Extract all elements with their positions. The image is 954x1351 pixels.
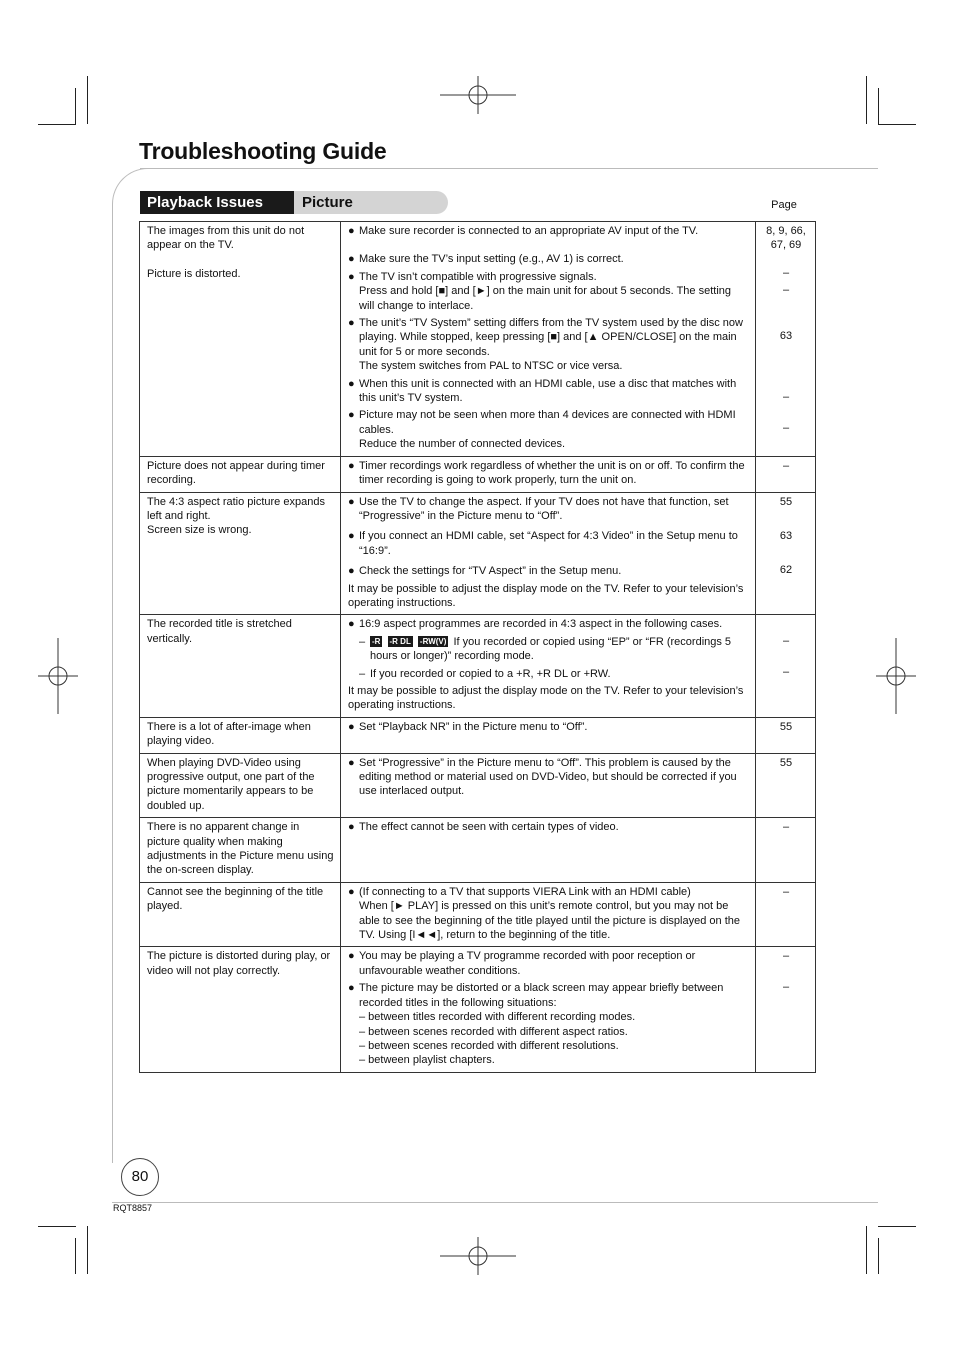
remedy-item	[348, 617, 749, 631]
remedy-cell	[341, 753, 756, 818]
note-text: It may be possible to adjust the display mode on the TV. Refer to your television’s operating instructions.	[348, 684, 744, 712]
remedy-text: The system switches from PAL to NTSC or vice versa.	[359, 360, 623, 373]
table-row	[140, 615, 816, 717]
page-title: Troubleshooting Guide	[139, 138, 387, 164]
case-text: If you recorded or copied to a +R, +R DL or +RW.	[370, 667, 611, 680]
page-ref: –	[782, 391, 790, 403]
registration-mark-icon	[38, 638, 78, 714]
crop-mark	[87, 76, 88, 124]
remedy-text: The effect cannot be seen with certain types of video.	[359, 821, 619, 834]
remedy-text: If you connect an HDMI cable, set “Aspect for 4:3 Video” in the Setup menu to “16:9”.	[359, 530, 738, 557]
bullet-icon: ●	[348, 982, 355, 995]
crop-mark	[878, 1238, 879, 1274]
table-row	[140, 753, 816, 818]
symptom-text: The images from this unit do not appear on the TV.	[147, 225, 305, 252]
section-header	[140, 191, 448, 214]
bullet-icon: ●	[348, 377, 355, 390]
remedy-text: The TV isn’t compatible with progressive signals.	[359, 270, 597, 283]
remedy-text: 16:9 aspect programmes are recorded in 4:3 aspect in the following cases.	[359, 618, 723, 631]
remedy-text: – between playlist chapters.	[359, 1054, 495, 1067]
crop-mark	[866, 1226, 867, 1274]
crop-mark	[866, 76, 867, 124]
symptom-cell	[140, 615, 341, 717]
table-row	[140, 222, 816, 457]
bullet-icon: ●	[348, 950, 355, 963]
disc-tag: -R DL	[389, 636, 411, 646]
symptom-text: There is a lot of after-image when playing video.	[147, 720, 311, 748]
symptom-cell	[140, 456, 341, 492]
remedy-item	[348, 981, 749, 1067]
dash-marker: –	[359, 667, 366, 680]
table-row	[140, 818, 816, 883]
bullet-icon: ●	[348, 618, 355, 631]
page-ref: –	[782, 284, 790, 296]
crop-mark	[878, 1226, 916, 1227]
remedy-text: The picture may be distorted or a black screen may appear briefly between recorded titles in the following situations:	[359, 982, 724, 1009]
remedy-item	[348, 885, 749, 943]
case-item	[348, 635, 749, 664]
remedy-text: Picture may not be seen when more than 4 devices are connected with HDMI cables.	[359, 409, 736, 436]
page-ref: –	[782, 422, 790, 434]
bullet-icon: ●	[348, 409, 355, 422]
remedy-text: You may be playing a TV programme recorded with poor reception or unfavourable weather conditions.	[359, 950, 696, 977]
page-ref	[763, 617, 809, 631]
symptom-text: Screen size is wrong.	[147, 524, 252, 537]
page-ref-cell	[756, 717, 816, 753]
document-code: RQT8857	[113, 1203, 153, 1213]
remedy-text: Use the TV to change the aspect. If your TV does not have that function, set “Progressive” in the Picture menu to “Off”.	[359, 495, 729, 522]
remedy-text: Reduce the number of connected devices.	[359, 438, 566, 451]
page-ref-cell	[756, 222, 816, 457]
remedy-item	[348, 720, 749, 734]
case-item	[348, 667, 749, 681]
table-row	[140, 492, 816, 615]
remedy-cell	[341, 882, 756, 947]
remedy-item	[348, 949, 749, 978]
remedy-cell	[341, 492, 756, 615]
bullet-icon: ●	[348, 530, 355, 543]
page-ref-cell	[756, 947, 816, 1072]
symptom-cell	[140, 492, 341, 615]
case-text: If you recorded or copied using “EP” or “FR (recordings 5 hours or longer)” recording mode.	[370, 635, 732, 663]
crop-mark	[75, 88, 76, 124]
remedy-cell	[341, 456, 756, 492]
remedy-text: – between scenes recorded with different aspect ratios.	[359, 1025, 628, 1038]
registration-mark-icon	[440, 76, 516, 114]
remedy-text: Set “Playback NR” in the Picture menu to “Off”.	[359, 720, 588, 733]
remedy-item	[348, 564, 749, 578]
remedy-cell	[341, 818, 756, 883]
crop-mark	[38, 1226, 76, 1227]
remedy-text: – between scenes recorded with different resolutions.	[359, 1039, 619, 1052]
page-ref: 55	[779, 495, 793, 508]
note-text: It may be possible to adjust the display mode on the TV. Refer to your television’s operating instructions.	[348, 582, 744, 609]
disc-tag: -R	[372, 636, 381, 646]
page-ref: –	[782, 459, 790, 472]
remedy-text: Make sure recorder is connected to an appropriate AV input of the TV.	[359, 225, 699, 237]
bullet-icon: ●	[348, 459, 355, 472]
remedy-cell	[341, 717, 756, 753]
symptom-cell	[140, 717, 341, 753]
symptom-text: Picture does not appear during timer recording.	[147, 459, 325, 487]
remedy-text: Timer recordings work regardless of whether the unit is on or off. To confirm the timer recording is going to work properly, turn the unit on.	[359, 459, 745, 487]
crop-mark	[38, 124, 76, 125]
page-ref: –	[782, 635, 790, 648]
bullet-icon: ●	[348, 495, 355, 508]
symptom-cell	[140, 947, 341, 1072]
remedy-item	[348, 377, 749, 406]
remedy-cell	[341, 615, 756, 717]
remedy-item	[348, 270, 749, 313]
table-row	[140, 456, 816, 492]
remedy-text: When this unit is connected with an HDMI cable, use a disc that matches with this unit’s TV system.	[359, 377, 737, 405]
page-ref: –	[782, 666, 790, 679]
remedy-item	[348, 756, 749, 799]
page-ref: –	[782, 885, 790, 898]
page-ref: –	[782, 267, 790, 279]
remedy-text: – between titles recorded with different recording modes.	[359, 1011, 636, 1024]
bullet-icon: ●	[348, 720, 355, 733]
page-ref: 62	[779, 563, 793, 576]
bullet-icon: ●	[348, 821, 355, 834]
remedy-item	[348, 820, 749, 834]
section-subtitle: Picture	[294, 191, 448, 214]
page-ref: 63	[779, 330, 793, 342]
remedy-text: Press and hold [■] and [►] on the main unit for about 5 seconds. The setting will change to interlace.	[359, 285, 731, 312]
bullet-icon: ●	[348, 885, 355, 898]
table-row	[140, 882, 816, 947]
page-ref-cell	[756, 492, 816, 615]
remedy-text: The unit’s “TV System” setting differs from the TV system used by the disc now playing. While stopped, keep pressing [■] and [▲ OPEN/CLOSE] on the main unit for 5 or more seconds.	[359, 317, 743, 358]
page-ref: 8, 9, 66, 67, 69	[766, 225, 806, 252]
bullet-icon: ●	[348, 565, 355, 578]
frame-line	[112, 1202, 878, 1203]
disc-tag: -RW(V)	[419, 636, 447, 646]
symptom-cell	[140, 753, 341, 818]
registration-mark-icon	[440, 1237, 516, 1275]
remedy-cell	[341, 947, 756, 1072]
symptom-text: The picture is distorted during play, or video will not play correctly.	[147, 950, 331, 977]
remedy-text: Make sure the TV’s input setting (e.g., AV 1) is correct.	[359, 253, 624, 266]
remedy-item	[348, 224, 749, 238]
crop-mark	[878, 124, 916, 125]
remedy-text: (If connecting to a TV that supports VIERA Link with an HDMI cable)	[359, 885, 691, 898]
page-ref: –	[782, 950, 790, 963]
remedy-text: Set “Progressive” in the Picture menu to “Off”. This problem is caused by the editing method or material used on DVD-Video, but should be corrected if you use interlaced output.	[359, 756, 737, 798]
registration-mark-icon	[876, 638, 916, 714]
remedy-item	[348, 408, 749, 451]
bullet-icon: ●	[348, 756, 355, 769]
troubleshooting-table	[139, 221, 816, 1073]
remedy-text: When [► PLAY] is pressed on this unit’s remote control, but you may not be able to see the beginning of the title played until the picture is displayed on the TV. Using [I◄◄], return to the beginning of the title.	[359, 900, 740, 942]
symptom-text: Cannot see the beginning of the title played.	[147, 885, 324, 913]
page-ref-cell	[756, 753, 816, 818]
remedy-item	[348, 459, 749, 488]
symptom-cell	[140, 882, 341, 947]
section-title: Playback Issues	[140, 191, 294, 214]
symptom-text: Picture is distorted.	[147, 267, 241, 280]
page-ref: –	[782, 821, 790, 834]
frame-line	[140, 168, 878, 169]
bullet-icon: ●	[348, 253, 355, 266]
table-row	[140, 947, 816, 1072]
symptom-text: There is no apparent change in picture quality when making adjustments in the Picture menu using the on-screen display.	[147, 821, 334, 877]
page-ref: 55	[779, 720, 793, 733]
symptom-cell	[140, 818, 341, 883]
bullet-icon: ●	[348, 317, 355, 330]
symptom-cell	[140, 222, 341, 457]
page-ref: –	[782, 981, 790, 994]
page-ref-cell	[756, 615, 816, 717]
remedy-item	[348, 316, 749, 374]
page-ref: 63	[779, 529, 793, 542]
page-ref-cell	[756, 818, 816, 883]
remedy-cell	[341, 222, 756, 457]
symptom-text: The recorded title is stretched vertically.	[147, 618, 292, 645]
remedy-item	[348, 252, 749, 266]
bullet-icon: ●	[348, 270, 355, 283]
dash-marker: –	[359, 635, 366, 648]
symptom-text: The 4:3 aspect ratio picture expands left and right.	[147, 495, 325, 522]
page-ref-cell	[756, 456, 816, 492]
table-row	[140, 717, 816, 753]
frame-line	[112, 205, 113, 1163]
remedy-item	[348, 529, 749, 558]
remedy-item	[348, 495, 749, 524]
page-ref: 55	[779, 756, 793, 769]
symptom-text: When playing DVD-Video using progressive output, one part of the picture momentarily appears to be doubled up.	[147, 756, 315, 812]
bullet-icon: ●	[348, 225, 355, 237]
remedy-text: Check the settings for “TV Aspect” in the Setup menu.	[359, 565, 622, 578]
crop-mark	[75, 1238, 76, 1274]
page-number: 80	[121, 1158, 159, 1196]
page-column-label: Page	[771, 199, 797, 211]
crop-mark	[878, 88, 879, 124]
page-ref-cell	[756, 882, 816, 947]
crop-mark	[87, 1226, 88, 1274]
